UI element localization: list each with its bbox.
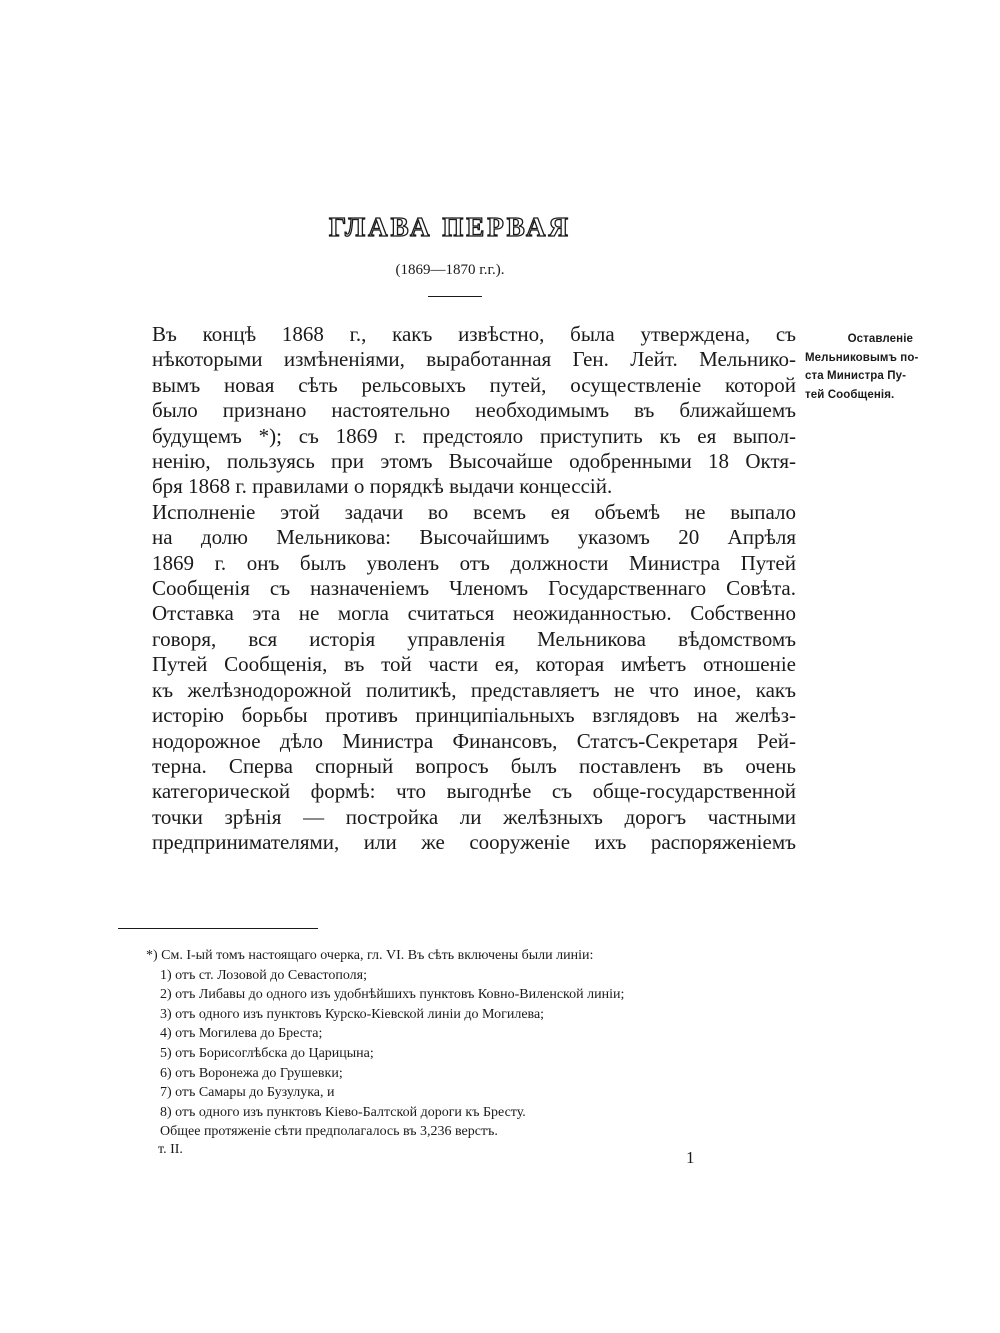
- footnotes: [146, 946, 786, 1142]
- text-line: Сообщенія съ назначеніемъ Членомъ Государственнаго Совѣта.: [152, 576, 796, 601]
- text-line: Исполненіе этой задачи во всемъ ея объемѣ не выпало: [152, 499, 796, 524]
- text-line: бря 1868 г. правилами о порядкѣ выдачи концессій.: [152, 474, 613, 499]
- footnote-item: 7) отъ Самары до Бузулука, и: [160, 1085, 335, 1101]
- text-line: нѣкоторыми измѣненіями, выработанная Ген. Лейт. Мельнико-: [152, 347, 796, 372]
- footnote-item: 8) отъ одного изъ пунктовъ Кіево-Балтской дороги къ Бресту.: [160, 1104, 526, 1120]
- signature-mark: т. II.: [158, 1142, 183, 1157]
- text-line: Путей Сообщенія, въ той части ея, которая имѣетъ отношеніе: [152, 652, 796, 677]
- text-line: на долю Мельникова: Высочайшимъ указомъ 20 Апрѣля: [152, 525, 796, 550]
- footnote-total: Общее протяженіе сѣти предполагалось въ 3,236 верстъ.: [160, 1124, 498, 1140]
- margin-note-line: Оставленіе: [847, 333, 913, 345]
- text-line: было признано настоятельно необходимымъ въ ближайшемъ: [152, 398, 796, 423]
- text-line: точки зрѣнія — постройка ли желѣзныхъ дорогъ частными: [152, 804, 796, 829]
- footnote-item: 3) отъ одного изъ пунктовъ Курско-Кіевской линіи до Могилева;: [160, 1006, 545, 1022]
- text-line: ненію, пользуясь при этомъ Высочайше одобренными 18 Октя-: [152, 449, 796, 474]
- chapter-title: ГЛАВА ПЕРВАЯ: [328, 212, 572, 242]
- paragraph-2: [116, 500, 796, 856]
- paragraph-1: [116, 322, 796, 500]
- text-line: категорической формѣ: что выгоднѣе съ обще-государственной: [152, 779, 796, 804]
- text-line: къ желѣзнодорожной политикѣ, представляетъ не что иное, какъ: [152, 677, 796, 702]
- text-line: нодорожное дѣло Министра Финансовъ, Статсъ-Секретаря Рей-: [152, 728, 796, 753]
- margin-note-line: ста Министра Пу-: [805, 370, 907, 382]
- footnote-item: 5) отъ Борисоглѣбска до Царицына;: [160, 1045, 374, 1061]
- text-line: будущемъ *); съ 1869 г. предстояло приступить къ ея выпол-: [152, 423, 796, 448]
- body-text: [116, 322, 796, 856]
- text-line: 1869 г. онъ былъ уволенъ отъ должности Министра Путей: [152, 550, 796, 575]
- margin-note-line: тей Сообщенія.: [805, 388, 895, 401]
- margin-note-line: Мельниковымъ по-: [805, 351, 919, 364]
- text-line: предпринимателями, или же сооруженіе ихъ распоряженіемъ: [152, 830, 796, 855]
- text-line: Въ концѣ 1868 г., какъ извѣстно, была утверждена, съ: [152, 322, 796, 346]
- footnote-rule: [118, 928, 318, 929]
- footnote-item: 2) отъ Либавы до одного изъ удобнѣйшихъ пунктовъ Ковно-Виленской линіи;: [160, 987, 625, 1003]
- footnote-item: 6) отъ Воронежа до Грушевки;: [160, 1065, 343, 1081]
- text-line: терна. Сперва спорный вопросъ былъ поставленъ въ очень: [152, 753, 796, 778]
- footnote-intro: *) См. I-ый томъ настоящаго очерка, гл. VI. Въ сѣть включены были линіи:: [146, 948, 594, 963]
- margin-note: [805, 330, 919, 404]
- title-rule: [428, 296, 482, 297]
- footnote-item: 4) отъ Могилева до Бреста;: [160, 1026, 323, 1042]
- text-line: вымъ новая сѣть рельсовыхъ путей, осуществленіе которой: [152, 372, 796, 397]
- text-line: исторію борьбы противъ принципіальныхъ взглядовъ на желѣз-: [152, 703, 796, 728]
- footnote-item: 1) отъ ст. Лозовой до Севастополя;: [160, 967, 367, 983]
- chapter-years: (1869—1870 г.г.).: [395, 262, 505, 278]
- text-line: говоря, вся исторія управленія Мельникова вѣдомствомъ: [152, 626, 796, 651]
- text-line: Отставка эта не могла считаться неожиданностью. Собственно: [152, 601, 796, 626]
- page-number: 1: [686, 1148, 695, 1167]
